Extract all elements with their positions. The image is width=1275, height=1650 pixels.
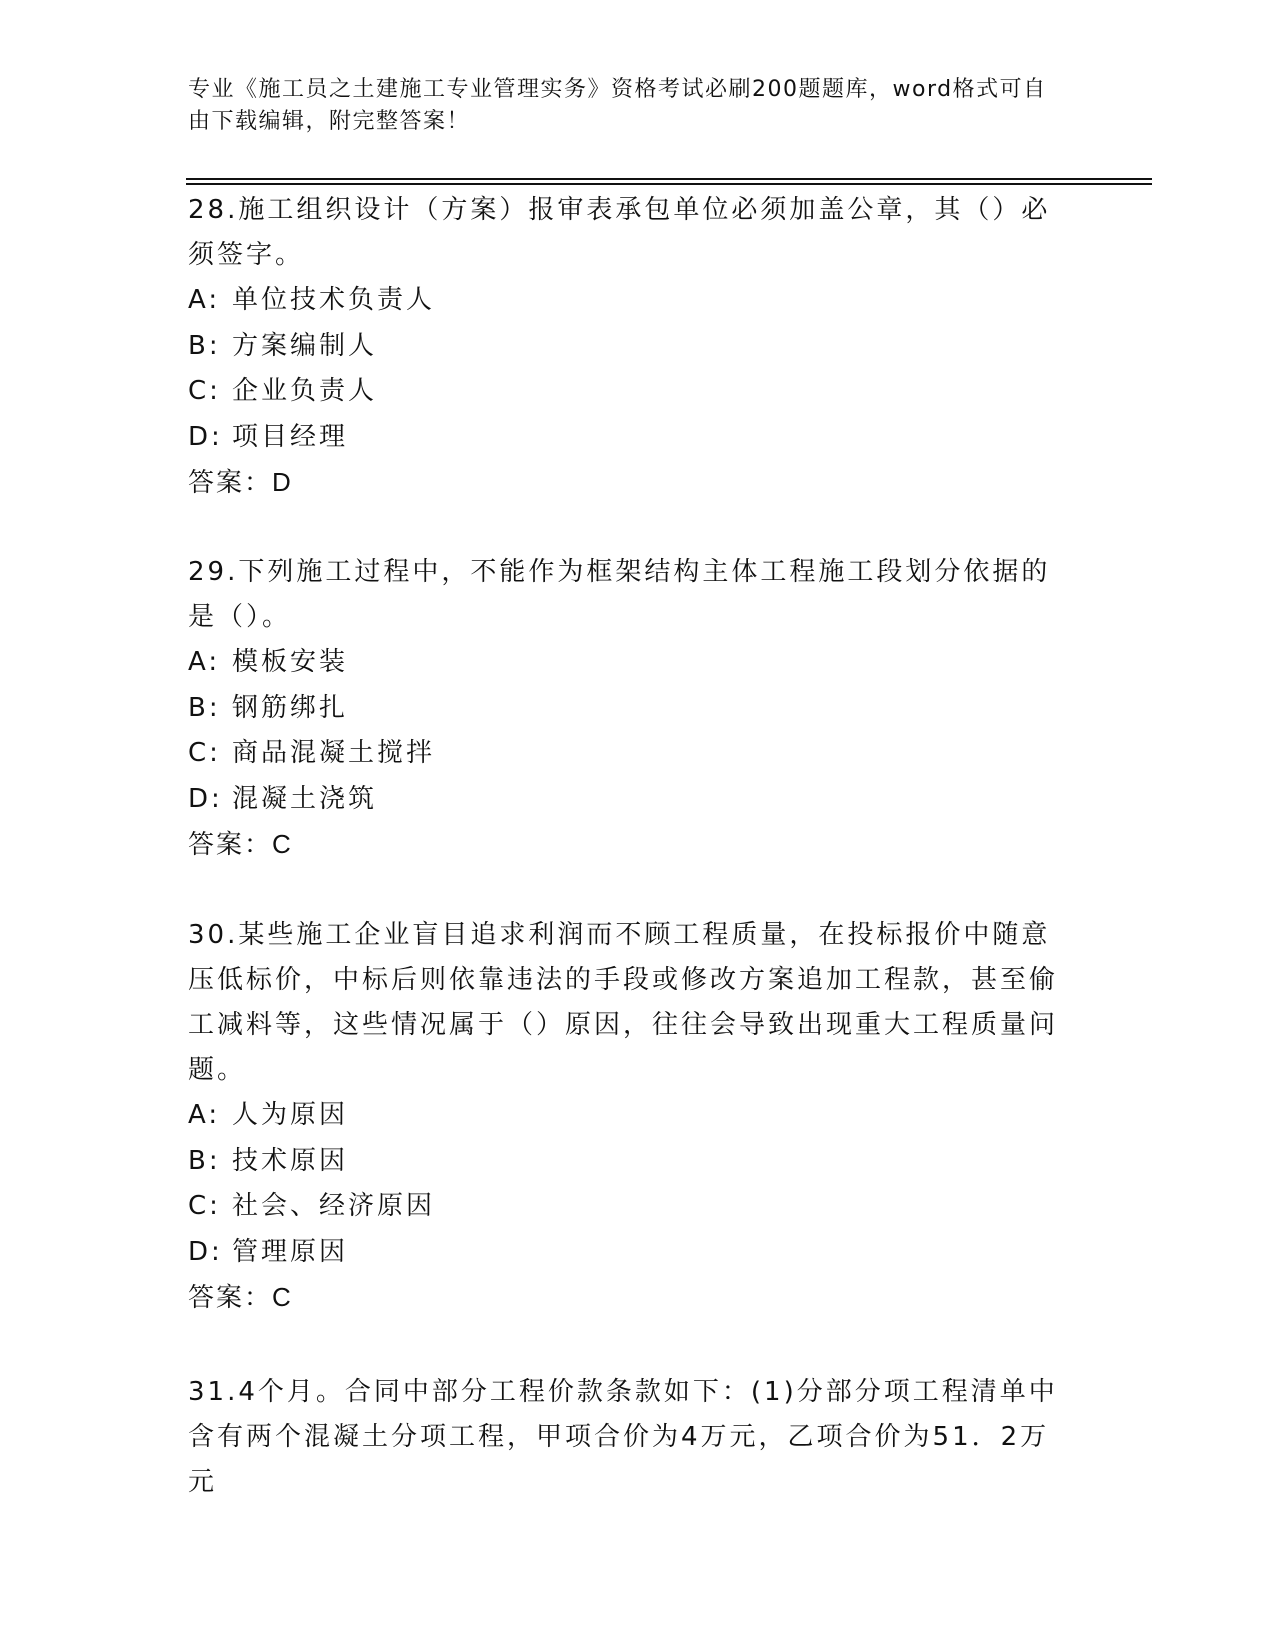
option-text: 钢筋绑扎 bbox=[232, 692, 349, 723]
option-c bbox=[188, 369, 1078, 415]
option-letter: B: bbox=[188, 692, 221, 723]
option-letter: A: bbox=[188, 285, 221, 315]
question-text: 29.下列施工过程中，不能作为框架结构主体工程施工段划分依据的是（）。 bbox=[188, 557, 1051, 632]
option-text: 混凝土浇筑 bbox=[232, 783, 378, 814]
option-letter: D: bbox=[188, 1236, 223, 1267]
option-a bbox=[188, 1093, 1078, 1139]
question-text: 31.4个月。合同中部分工程价款条款如下：(1)分部分项工程清单中含有两个混凝土分项工程，甲项合价为4万元，乙项合价为51．2万元 bbox=[188, 1377, 1058, 1497]
question-30 bbox=[188, 913, 1078, 1320]
option-b bbox=[188, 1139, 1078, 1185]
header-divider-bottom bbox=[186, 183, 1152, 185]
answer: 答案：C bbox=[188, 829, 293, 859]
question-text: 30.某些施工企业盲目追求利润而不顾工程质量，在投标报价中随意压低标价，中标后则依靠违法的手段或修改方案追加工程款，甚至偷工减料等，这些情况属于（）原因，往往会导致出现重大工程质量问题。 bbox=[188, 920, 1059, 1085]
option-letter: A: bbox=[188, 647, 221, 677]
question-text: 28.施工组织设计（方案）报审表承包单位必须加盖公章，其（）必须签字。 bbox=[188, 195, 1051, 270]
option-d bbox=[188, 1230, 1078, 1276]
option-text: 企业负责人 bbox=[232, 376, 378, 406]
option-b bbox=[188, 686, 1078, 732]
option-text: 商品混凝土搅拌 bbox=[232, 738, 436, 768]
option-c bbox=[188, 731, 1078, 777]
option-letter: C: bbox=[188, 738, 221, 768]
option-letter: D: bbox=[188, 421, 223, 452]
option-text: 单位技术负责人 bbox=[232, 285, 436, 315]
question-28 bbox=[188, 188, 1078, 505]
option-a bbox=[188, 640, 1078, 686]
option-letter: B: bbox=[188, 1145, 221, 1176]
question-29 bbox=[188, 550, 1078, 867]
option-d bbox=[188, 415, 1078, 461]
option-list bbox=[188, 278, 1078, 460]
option-d bbox=[188, 777, 1078, 823]
answer: 答案：C bbox=[188, 1282, 293, 1312]
answer: 答案：D bbox=[188, 467, 293, 497]
option-text: 模板安装 bbox=[232, 647, 349, 677]
header-divider-top bbox=[186, 178, 1152, 180]
option-c bbox=[188, 1184, 1078, 1230]
document-header: 专业《施工员之土建施工专业管理实务》资格考试必刷200题题库，word格式可自由下载编辑，附完整答案！ bbox=[188, 77, 1047, 134]
option-letter: C: bbox=[188, 376, 221, 406]
option-letter: B: bbox=[188, 330, 221, 361]
option-a bbox=[188, 278, 1078, 324]
option-list bbox=[188, 640, 1078, 822]
question-31 bbox=[188, 1370, 1078, 1505]
option-text: 项目经理 bbox=[232, 421, 349, 452]
option-text: 管理原因 bbox=[232, 1236, 349, 1267]
option-text: 方案编制人 bbox=[232, 330, 378, 361]
option-text: 技术原因 bbox=[232, 1145, 349, 1176]
option-text: 社会、经济原因 bbox=[232, 1191, 436, 1221]
option-letter: A: bbox=[188, 1100, 221, 1130]
option-b bbox=[188, 324, 1078, 370]
option-text: 人为原因 bbox=[232, 1100, 349, 1130]
option-list bbox=[188, 1093, 1078, 1275]
option-letter: D: bbox=[188, 783, 223, 814]
option-letter: C: bbox=[188, 1191, 221, 1221]
